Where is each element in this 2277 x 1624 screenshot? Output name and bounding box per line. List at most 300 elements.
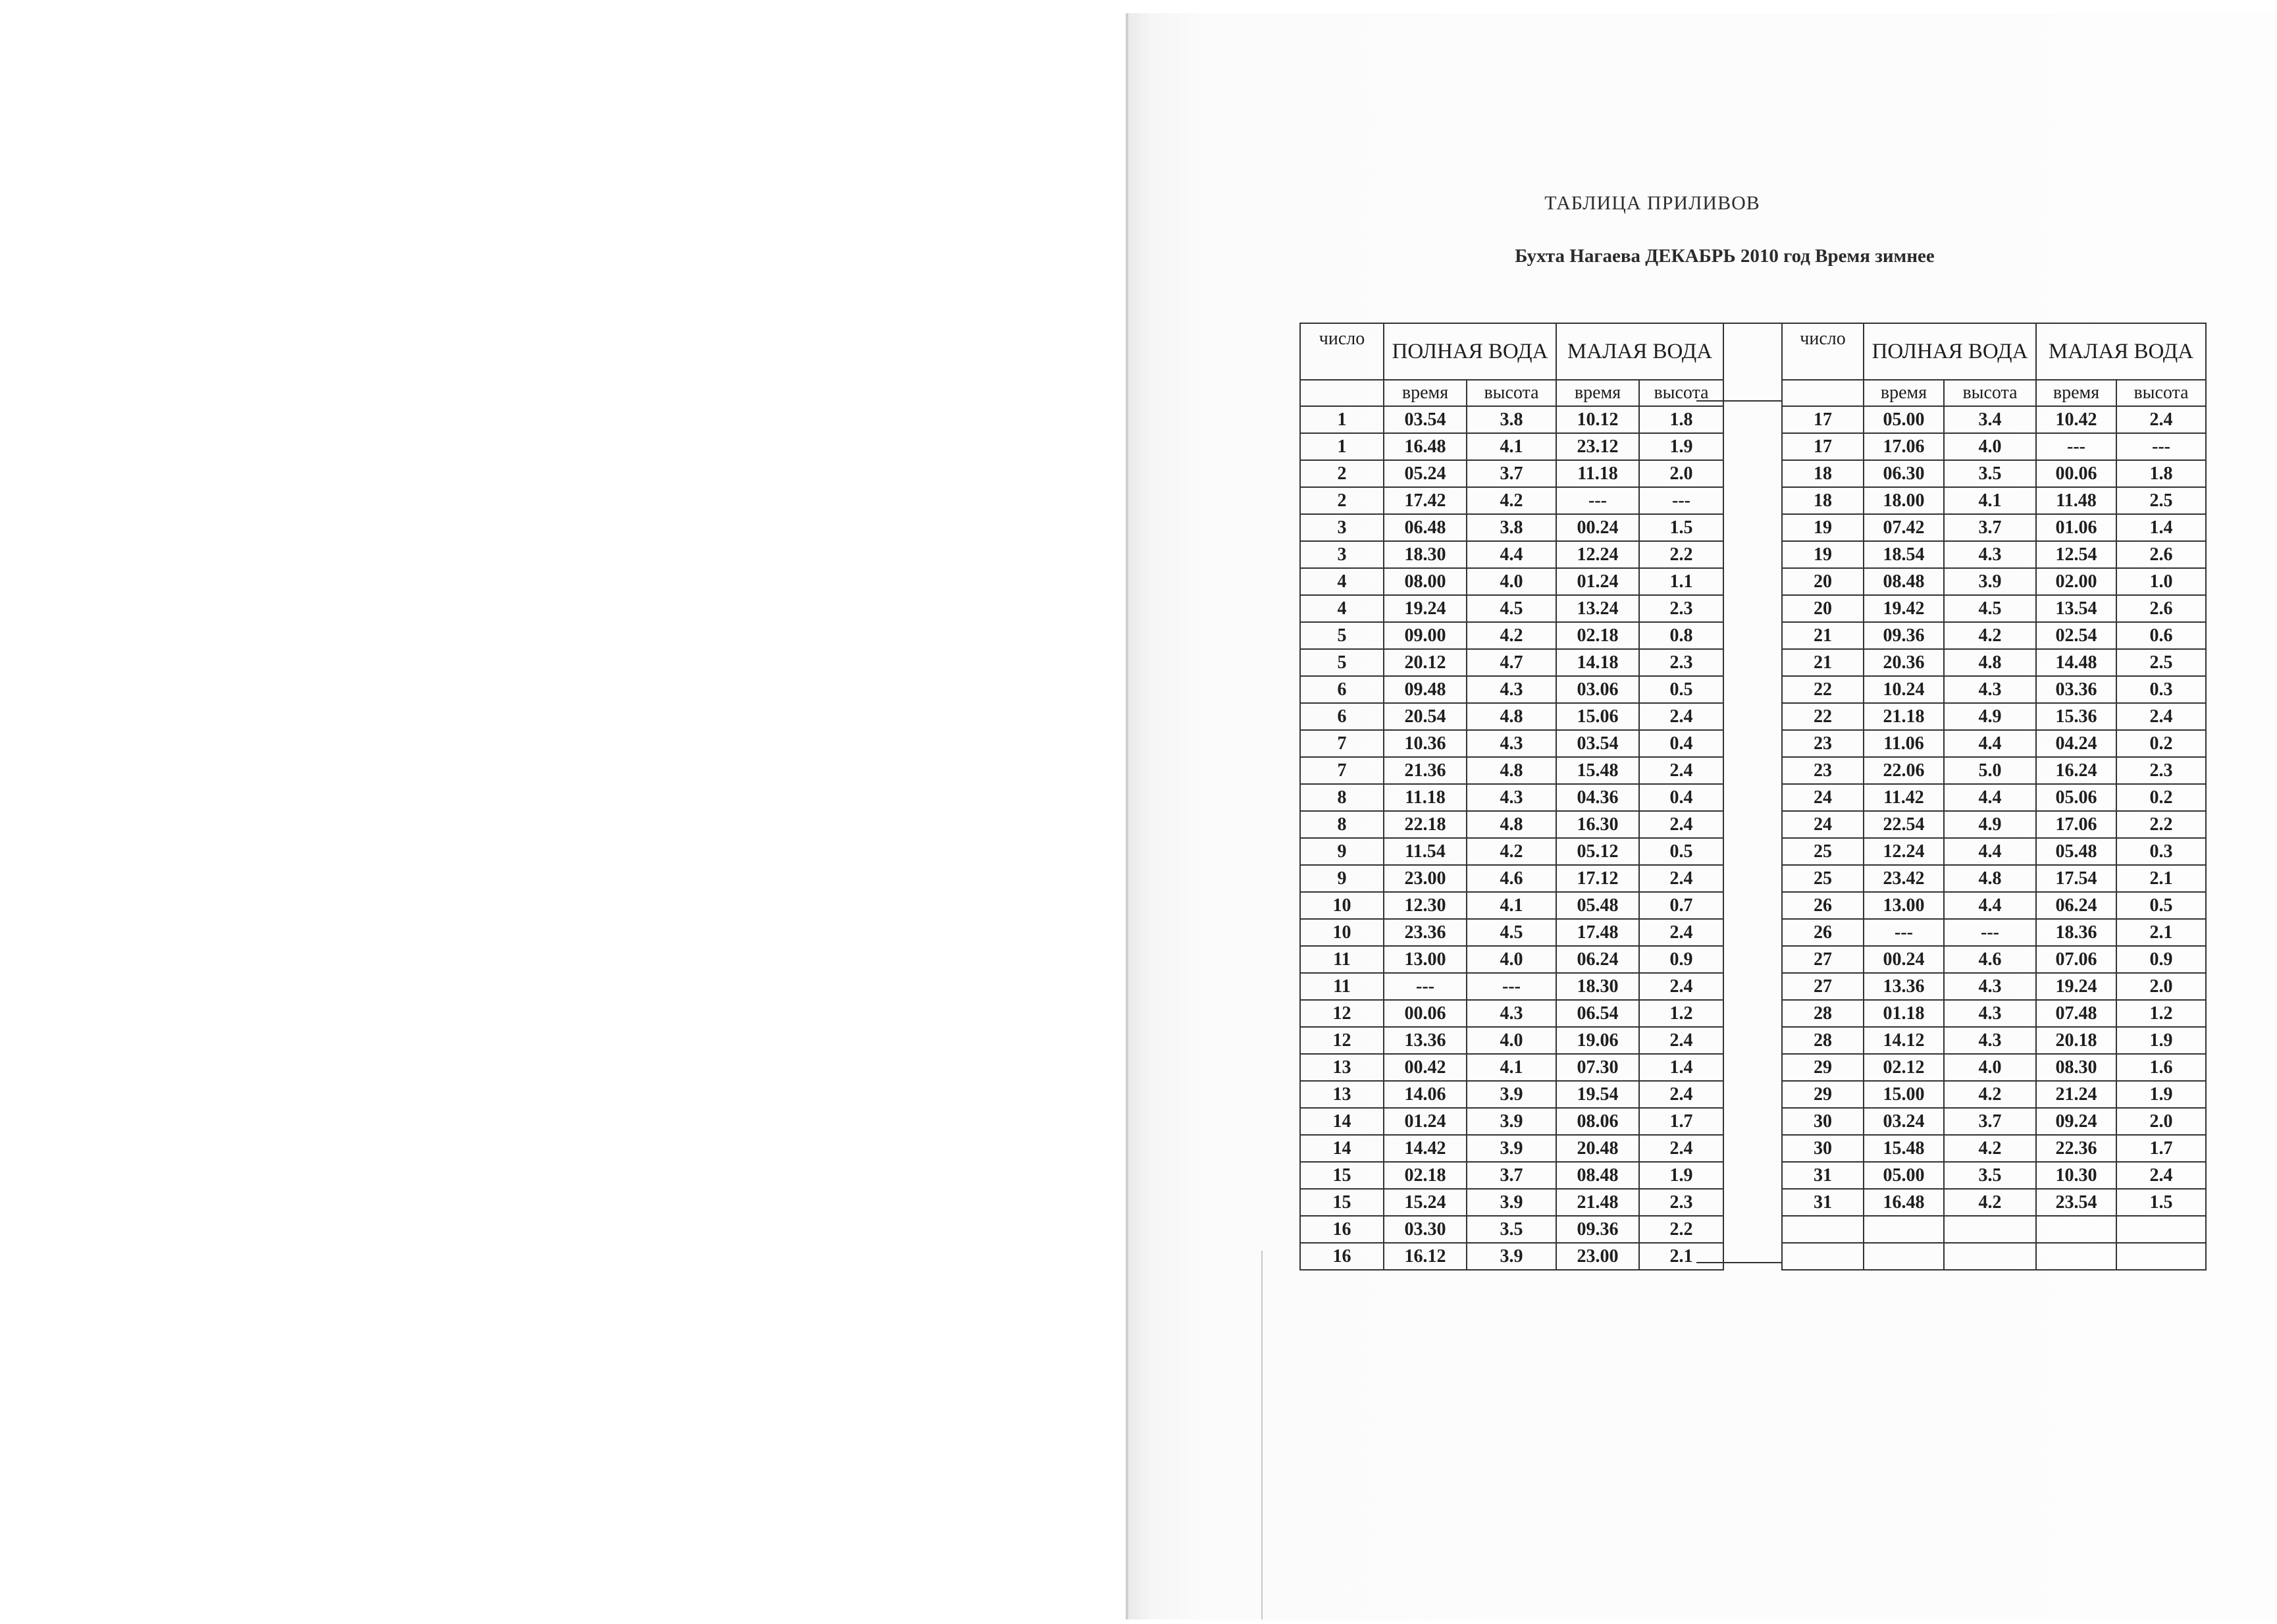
low-height-cell: 0.7 — [1639, 892, 1723, 919]
table-row — [1782, 1054, 2206, 1081]
header-blank — [1300, 380, 1384, 406]
high-time-cell: 18.54 — [1864, 541, 1944, 568]
table-row — [1782, 514, 2206, 541]
low-height-cell: 1.2 — [1639, 1000, 1723, 1027]
high-time-cell: 10.36 — [1384, 730, 1467, 757]
low-time-cell: 09.24 — [2036, 1108, 2116, 1135]
low-time-cell: 15.36 — [2036, 703, 2116, 730]
low-time-cell: 05.12 — [1556, 838, 1639, 865]
day-cell: 15 — [1300, 1162, 1384, 1189]
low-height-cell: 1.5 — [1639, 514, 1723, 541]
low-height-cell: --- — [1639, 487, 1723, 514]
day-cell: 21 — [1782, 622, 1864, 649]
low-time-cell: 16.24 — [2036, 757, 2116, 784]
low-time-cell: 06.24 — [2036, 892, 2116, 919]
high-time-cell: 19.42 — [1864, 595, 1944, 622]
low-height-cell: 0.8 — [1639, 622, 1723, 649]
high-time-cell: 08.00 — [1384, 568, 1467, 595]
high-height-cell: 4.3 — [1944, 541, 2036, 568]
low-height-cell: 2.4 — [1639, 1081, 1723, 1108]
high-height-cell: 4.3 — [1467, 1000, 1556, 1027]
day-cell: 31 — [1782, 1189, 1864, 1216]
low-time-cell: 13.54 — [2036, 595, 2116, 622]
low-height-cell: 0.6 — [2116, 622, 2206, 649]
table-row — [1782, 595, 2206, 622]
high-height-cell: 3.9 — [1467, 1189, 1556, 1216]
high-time-cell: 11.54 — [1384, 838, 1467, 865]
low-time-cell — [2036, 1243, 2116, 1270]
table-row — [1300, 487, 1723, 514]
high-height-cell: 4.8 — [1467, 757, 1556, 784]
low-time-cell: 19.06 — [1556, 1027, 1639, 1054]
table-row — [1782, 541, 2206, 568]
day-cell: 20 — [1782, 595, 1864, 622]
table-row — [1782, 919, 2206, 946]
high-time-cell: 13.00 — [1384, 946, 1467, 973]
high-height-cell: 5.0 — [1944, 757, 2036, 784]
day-cell: 26 — [1782, 919, 1864, 946]
low-height-cell: 1.9 — [1639, 1162, 1723, 1189]
high-height-cell: 4.2 — [1467, 838, 1556, 865]
low-height-cell: 1.7 — [1639, 1108, 1723, 1135]
header-time: время — [1864, 380, 1944, 406]
high-time-cell: 15.48 — [1864, 1135, 1944, 1162]
header-num: число — [1300, 323, 1384, 380]
high-time-cell: 03.54 — [1384, 406, 1467, 433]
high-time-cell: 23.36 — [1384, 919, 1467, 946]
high-height-cell: 3.7 — [1467, 1162, 1556, 1189]
low-time-cell: 03.54 — [1556, 730, 1639, 757]
high-height-cell: 4.3 — [1467, 784, 1556, 811]
low-time-cell: 21.24 — [2036, 1081, 2116, 1108]
day-cell — [1782, 1243, 1864, 1270]
low-height-cell: 1.6 — [2116, 1054, 2206, 1081]
high-height-cell: 4.2 — [1944, 1135, 2036, 1162]
high-height-cell: 4.2 — [1944, 622, 2036, 649]
table-row — [1300, 757, 1723, 784]
low-time-cell: 02.18 — [1556, 622, 1639, 649]
table-row — [1300, 406, 1723, 433]
table-row — [1782, 1000, 2206, 1027]
table-row — [1300, 514, 1723, 541]
low-time-cell: 12.54 — [2036, 541, 2116, 568]
tide-table-right-body — [1782, 406, 2206, 1270]
day-cell: 11 — [1300, 973, 1384, 1000]
day-cell: 19 — [1782, 541, 1864, 568]
high-height-cell: 4.3 — [1944, 1000, 2036, 1027]
high-height-cell: 3.9 — [1467, 1081, 1556, 1108]
high-time-cell: 12.30 — [1384, 892, 1467, 919]
day-cell: 7 — [1300, 730, 1384, 757]
table-row — [1300, 1108, 1723, 1135]
day-cell: 6 — [1300, 703, 1384, 730]
high-time-cell: 10.24 — [1864, 676, 1944, 703]
high-time-cell: 14.12 — [1864, 1027, 1944, 1054]
high-height-cell: 4.1 — [1467, 892, 1556, 919]
table-row — [1300, 1081, 1723, 1108]
high-time-cell: 00.06 — [1384, 1000, 1467, 1027]
header-height: высота — [1639, 380, 1723, 406]
high-height-cell: 4.4 — [1944, 730, 2036, 757]
day-cell: 27 — [1782, 973, 1864, 1000]
high-height-cell: 4.0 — [1467, 946, 1556, 973]
high-height-cell: 3.7 — [1467, 460, 1556, 487]
day-cell: 18 — [1782, 487, 1864, 514]
high-time-cell: 06.30 — [1864, 460, 1944, 487]
day-cell: 19 — [1782, 514, 1864, 541]
high-height-cell: 4.8 — [1944, 865, 2036, 892]
table-row — [1300, 838, 1723, 865]
low-height-cell: 0.2 — [2116, 784, 2206, 811]
day-cell: 8 — [1300, 811, 1384, 838]
high-height-cell: 3.9 — [1467, 1243, 1556, 1270]
day-cell: 25 — [1782, 865, 1864, 892]
high-height-cell: 4.2 — [1944, 1081, 2036, 1108]
day-cell: 3 — [1300, 514, 1384, 541]
low-time-cell: 18.30 — [1556, 973, 1639, 1000]
low-time-cell: 17.06 — [2036, 811, 2116, 838]
low-time-cell: 23.54 — [2036, 1189, 2116, 1216]
high-time-cell: 05.24 — [1384, 460, 1467, 487]
day-cell: 1 — [1300, 433, 1384, 460]
low-height-cell: 0.2 — [2116, 730, 2206, 757]
low-height-cell: 1.9 — [2116, 1081, 2206, 1108]
header-height: высота — [1944, 380, 2036, 406]
low-height-cell: 0.3 — [2116, 676, 2206, 703]
table-row — [1782, 1189, 2206, 1216]
low-height-cell: 2.4 — [1639, 757, 1723, 784]
day-cell: 26 — [1782, 892, 1864, 919]
high-height-cell: 4.9 — [1944, 703, 2036, 730]
header-num: число — [1782, 323, 1864, 380]
high-height-cell: 4.2 — [1467, 487, 1556, 514]
high-time-cell: 20.36 — [1864, 649, 1944, 676]
high-time-cell: 09.48 — [1384, 676, 1467, 703]
table-row — [1782, 892, 2206, 919]
high-height-cell: 4.4 — [1467, 541, 1556, 568]
low-time-cell: 08.06 — [1556, 1108, 1639, 1135]
high-height-cell: 3.7 — [1944, 1108, 2036, 1135]
high-time-cell: 23.00 — [1384, 865, 1467, 892]
high-time-cell: 00.24 — [1864, 946, 1944, 973]
low-time-cell: 00.06 — [2036, 460, 2116, 487]
table-row — [1782, 1216, 2206, 1243]
tide-table-left-body — [1300, 406, 1723, 1270]
low-time-cell: 18.36 — [2036, 919, 2116, 946]
table-row — [1782, 946, 2206, 973]
high-height-cell: 4.8 — [1467, 811, 1556, 838]
table-row — [1300, 865, 1723, 892]
low-height-cell: 1.9 — [1639, 433, 1723, 460]
high-time-cell: 18.30 — [1384, 541, 1467, 568]
high-height-cell: 3.8 — [1467, 514, 1556, 541]
day-cell: 13 — [1300, 1081, 1384, 1108]
document-subtitle: Бухта Нагаева ДЕКАБРЬ 2010 год Время зимнее — [1515, 246, 1935, 267]
high-height-cell: 4.2 — [1467, 622, 1556, 649]
high-time-cell: 03.24 — [1864, 1108, 1944, 1135]
table-row — [1782, 865, 2206, 892]
low-height-cell: 0.5 — [1639, 838, 1723, 865]
table-row — [1300, 1000, 1723, 1027]
low-time-cell: 19.24 — [2036, 973, 2116, 1000]
high-height-cell: 4.5 — [1467, 919, 1556, 946]
table-row — [1782, 460, 2206, 487]
day-cell: 23 — [1782, 757, 1864, 784]
day-cell: 29 — [1782, 1054, 1864, 1081]
low-height-cell: 1.9 — [2116, 1027, 2206, 1054]
high-height-cell: 4.4 — [1944, 784, 2036, 811]
table-row — [1300, 649, 1723, 676]
day-cell: 30 — [1782, 1135, 1864, 1162]
day-cell: 24 — [1782, 811, 1864, 838]
low-time-cell: 02.54 — [2036, 622, 2116, 649]
table-row — [1300, 1243, 1723, 1270]
low-time-cell: 03.06 — [1556, 676, 1639, 703]
low-height-cell: 0.4 — [1639, 784, 1723, 811]
low-height-cell: 2.4 — [1639, 919, 1723, 946]
table-row — [1300, 1027, 1723, 1054]
low-time-cell: 15.06 — [1556, 703, 1639, 730]
low-height-cell: 2.1 — [2116, 865, 2206, 892]
high-time-cell: 23.42 — [1864, 865, 1944, 892]
high-time-cell: 14.06 — [1384, 1081, 1467, 1108]
day-cell: 24 — [1782, 784, 1864, 811]
low-height-cell: 2.3 — [1639, 649, 1723, 676]
day-cell: 28 — [1782, 1027, 1864, 1054]
high-time-cell: 12.24 — [1864, 838, 1944, 865]
high-time-cell: 11.06 — [1864, 730, 1944, 757]
table-row — [1300, 730, 1723, 757]
low-time-cell: 14.48 — [2036, 649, 2116, 676]
day-cell: 14 — [1300, 1108, 1384, 1135]
table-row — [1782, 757, 2206, 784]
high-height-cell: 4.3 — [1467, 676, 1556, 703]
table-row — [1782, 784, 2206, 811]
high-height-cell: 4.9 — [1944, 811, 2036, 838]
day-cell — [1782, 1216, 1864, 1243]
low-time-cell: 03.36 — [2036, 676, 2116, 703]
low-time-cell: 07.30 — [1556, 1054, 1639, 1081]
high-time-cell: 05.00 — [1864, 406, 1944, 433]
low-time-cell: 20.48 — [1556, 1135, 1639, 1162]
low-time-cell: 17.54 — [2036, 865, 2116, 892]
low-height-cell: 2.5 — [2116, 487, 2206, 514]
high-time-cell: 06.48 — [1384, 514, 1467, 541]
day-cell: 9 — [1300, 865, 1384, 892]
high-time-cell: --- — [1384, 973, 1467, 1000]
low-time-cell: 17.48 — [1556, 919, 1639, 946]
table-row — [1782, 622, 2206, 649]
low-time-cell: 15.48 — [1556, 757, 1639, 784]
low-time-cell: 09.36 — [1556, 1216, 1639, 1243]
header-high-water: ПОЛНАЯ ВОДА — [1864, 323, 2036, 380]
low-height-cell: 1.7 — [2116, 1135, 2206, 1162]
high-time-cell: 20.54 — [1384, 703, 1467, 730]
low-height-cell: --- — [2116, 433, 2206, 460]
low-time-cell: 01.06 — [2036, 514, 2116, 541]
high-time-cell — [1864, 1243, 1944, 1270]
day-cell: 29 — [1782, 1081, 1864, 1108]
low-time-cell: 10.42 — [2036, 406, 2116, 433]
table-row — [1300, 1054, 1723, 1081]
high-time-cell: 09.36 — [1864, 622, 1944, 649]
high-time-cell: 18.00 — [1864, 487, 1944, 514]
low-height-cell: 2.4 — [1639, 1027, 1723, 1054]
high-height-cell: 3.8 — [1467, 406, 1556, 433]
low-height-cell: 2.5 — [2116, 649, 2206, 676]
day-cell: 12 — [1300, 1000, 1384, 1027]
high-time-cell: 16.48 — [1864, 1189, 1944, 1216]
table-row — [1782, 1027, 2206, 1054]
day-cell: 10 — [1300, 919, 1384, 946]
table-row — [1300, 811, 1723, 838]
day-cell: 6 — [1300, 676, 1384, 703]
low-time-cell: 06.54 — [1556, 1000, 1639, 1027]
high-time-cell: 08.48 — [1864, 568, 1944, 595]
low-time-cell: 16.30 — [1556, 811, 1639, 838]
low-time-cell: 04.24 — [2036, 730, 2116, 757]
low-time-cell: 22.36 — [2036, 1135, 2116, 1162]
high-time-cell: 21.18 — [1864, 703, 1944, 730]
table-row — [1300, 433, 1723, 460]
low-time-cell: 01.24 — [1556, 568, 1639, 595]
high-time-cell: 05.00 — [1864, 1162, 1944, 1189]
day-cell: 9 — [1300, 838, 1384, 865]
low-height-cell: 0.5 — [2116, 892, 2206, 919]
high-height-cell: 3.5 — [1467, 1216, 1556, 1243]
high-time-cell: 01.18 — [1864, 1000, 1944, 1027]
low-height-cell: 2.4 — [2116, 406, 2206, 433]
high-height-cell: 4.3 — [1467, 730, 1556, 757]
low-height-cell: 1.8 — [2116, 460, 2206, 487]
high-height-cell: 4.4 — [1944, 838, 2036, 865]
day-cell: 2 — [1300, 487, 1384, 514]
header-low-water: МАЛАЯ ВОДА — [1556, 323, 1723, 380]
day-cell: 10 — [1300, 892, 1384, 919]
high-time-cell: 17.06 — [1864, 433, 1944, 460]
high-height-cell: 4.5 — [1467, 595, 1556, 622]
day-cell: 16 — [1300, 1216, 1384, 1243]
table-row — [1782, 649, 2206, 676]
scan-edge-shadow — [1126, 13, 1128, 1619]
high-time-cell: 22.54 — [1864, 811, 1944, 838]
low-height-cell: 2.1 — [2116, 919, 2206, 946]
high-time-cell: 14.42 — [1384, 1135, 1467, 1162]
low-height-cell: 2.4 — [2116, 703, 2206, 730]
table-row — [1300, 1135, 1723, 1162]
low-time-cell: 23.00 — [1556, 1243, 1639, 1270]
high-time-cell: 03.30 — [1384, 1216, 1467, 1243]
day-cell: 17 — [1782, 406, 1864, 433]
header-height: высота — [1467, 380, 1556, 406]
low-time-cell: 11.18 — [1556, 460, 1639, 487]
high-time-cell: 15.00 — [1864, 1081, 1944, 1108]
table-row — [1300, 703, 1723, 730]
high-time-cell: 15.24 — [1384, 1189, 1467, 1216]
high-time-cell: 01.24 — [1384, 1108, 1467, 1135]
table-row — [1782, 676, 2206, 703]
high-height-cell: 4.3 — [1944, 676, 2036, 703]
table-row — [1782, 1081, 2206, 1108]
day-cell: 20 — [1782, 568, 1864, 595]
header-high-water: ПОЛНАЯ ВОДА — [1384, 323, 1556, 380]
low-time-cell: 07.48 — [2036, 1000, 2116, 1027]
document-title: ТАБЛИЦА ПРИЛИВОВ — [1544, 192, 1760, 214]
high-height-cell: 3.9 — [1944, 568, 2036, 595]
low-time-cell: 12.24 — [1556, 541, 1639, 568]
high-time-cell: 19.24 — [1384, 595, 1467, 622]
high-time-cell: 00.42 — [1384, 1054, 1467, 1081]
low-height-cell: 1.4 — [2116, 514, 2206, 541]
low-height-cell — [2116, 1216, 2206, 1243]
table-row — [1782, 568, 2206, 595]
table-row — [1300, 784, 1723, 811]
high-height-cell — [1944, 1216, 2036, 1243]
page-fold-line — [1261, 1251, 1263, 1619]
high-time-cell: 11.18 — [1384, 784, 1467, 811]
table-row — [1782, 1243, 2206, 1270]
header-time: время — [1384, 380, 1467, 406]
low-height-cell: 2.2 — [1639, 1216, 1723, 1243]
high-time-cell: 13.00 — [1864, 892, 1944, 919]
low-height-cell — [2116, 1243, 2206, 1270]
header-low-water: МАЛАЯ ВОДА — [2036, 323, 2206, 380]
table-row — [1782, 730, 2206, 757]
low-time-cell: 23.12 — [1556, 433, 1639, 460]
high-time-cell — [1864, 1216, 1944, 1243]
low-time-cell: 14.18 — [1556, 649, 1639, 676]
header-height: высота — [2116, 380, 2206, 406]
low-height-cell: 2.4 — [1639, 703, 1723, 730]
table-row — [1300, 919, 1723, 946]
high-height-cell: 3.9 — [1467, 1108, 1556, 1135]
table-row — [1782, 1162, 2206, 1189]
low-height-cell: 2.0 — [1639, 460, 1723, 487]
day-cell: 23 — [1782, 730, 1864, 757]
high-height-cell: 4.0 — [1467, 568, 1556, 595]
high-height-cell: 4.8 — [1467, 703, 1556, 730]
high-time-cell: 13.36 — [1864, 973, 1944, 1000]
low-height-cell: 1.8 — [1639, 406, 1723, 433]
low-time-cell: 13.24 — [1556, 595, 1639, 622]
low-height-cell: 0.5 — [1639, 676, 1723, 703]
table-row — [1782, 433, 2206, 460]
low-height-cell: 2.4 — [2116, 1162, 2206, 1189]
table-row — [1300, 892, 1723, 919]
low-height-cell: 2.2 — [2116, 811, 2206, 838]
low-time-cell: 00.24 — [1556, 514, 1639, 541]
day-cell: 8 — [1300, 784, 1384, 811]
table-row — [1300, 676, 1723, 703]
low-time-cell: 19.54 — [1556, 1081, 1639, 1108]
high-height-cell: 4.3 — [1944, 1027, 2036, 1054]
high-time-cell: 02.12 — [1864, 1054, 1944, 1081]
table-row — [1300, 1189, 1723, 1216]
header-blank — [1782, 380, 1864, 406]
day-cell: 12 — [1300, 1027, 1384, 1054]
table-row — [1300, 1216, 1723, 1243]
day-cell: 22 — [1782, 703, 1864, 730]
day-cell: 18 — [1782, 460, 1864, 487]
low-height-cell: 0.9 — [2116, 946, 2206, 973]
day-cell: 16 — [1300, 1243, 1384, 1270]
day-cell: 21 — [1782, 649, 1864, 676]
table-row — [1300, 460, 1723, 487]
high-height-cell: 4.8 — [1944, 649, 2036, 676]
high-height-cell: 4.4 — [1944, 892, 2036, 919]
high-time-cell: 11.42 — [1864, 784, 1944, 811]
day-cell: 15 — [1300, 1189, 1384, 1216]
